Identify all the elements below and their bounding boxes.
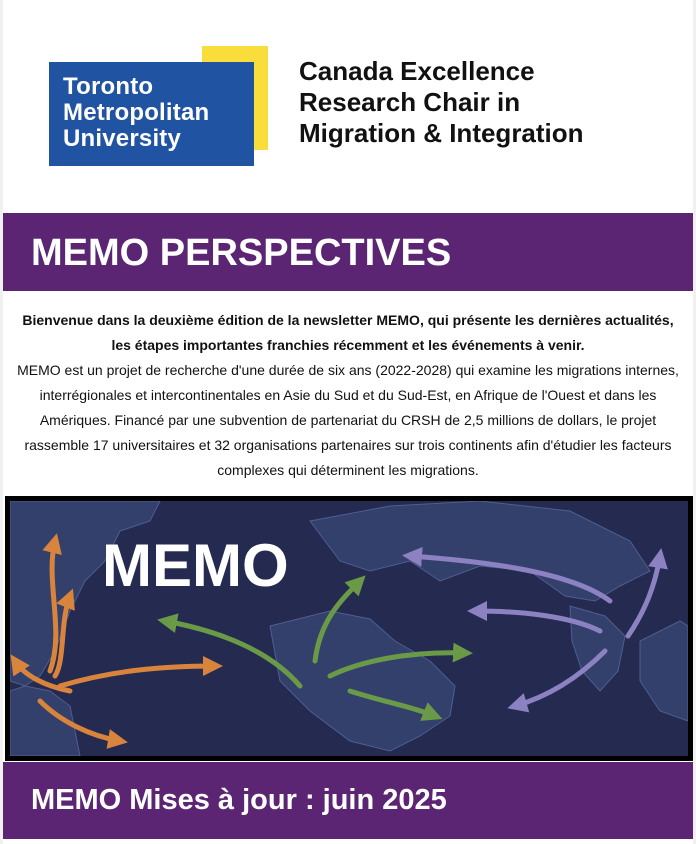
tmu-logo-text [63,74,209,152]
title-band [3,213,693,291]
logo-header [3,0,693,212]
page-title: MEMO PERSPECTIVES [31,232,452,274]
intro-lead: Bienvenue dans la deuxième édition de la newsletter MEMO, qui présente les dernières actualités, les étapes importantes franchies récemment et les événements à venir. [22,312,674,353]
tmu-logo-line: Metropolitan [63,99,210,126]
intro-body: MEMO est un projet de recherche d'une durée de six ans (2022-2028) qui examine les migrations internes, interrégionales et intercontinentales en Asie du Sud et du Sud-Est, en Afrique de l'Ouest et dans les Amériques. Financé par une subvention de partenariat du CRSH de 2,5 millions de dollars, le projet rassemble 17 universitaires et 32 organisations partenaires sur trois continents afin d'étudier les facteurs complexes qui déterminent les migrations. [17,362,679,478]
tmu-logo-line: Toronto [63,73,154,100]
world-map-illustration [10,501,688,756]
section-title: MEMO Mises à jour : juin 2025 [31,784,447,816]
cerc-logo-line: Canada Excellence [299,56,535,86]
tmu-logo-line: University [63,125,182,152]
memo-logo-text: MEMO [102,532,289,599]
cerc-logo-line: Migration & Integration [299,118,584,148]
section-band [3,762,693,839]
cerc-logo-line: Research Chair in [299,87,521,117]
newsletter-page [3,0,693,844]
memo-banner-image[interactable] [5,496,693,761]
cerc-logo-text[interactable] [299,56,584,149]
intro-text [17,308,679,483]
